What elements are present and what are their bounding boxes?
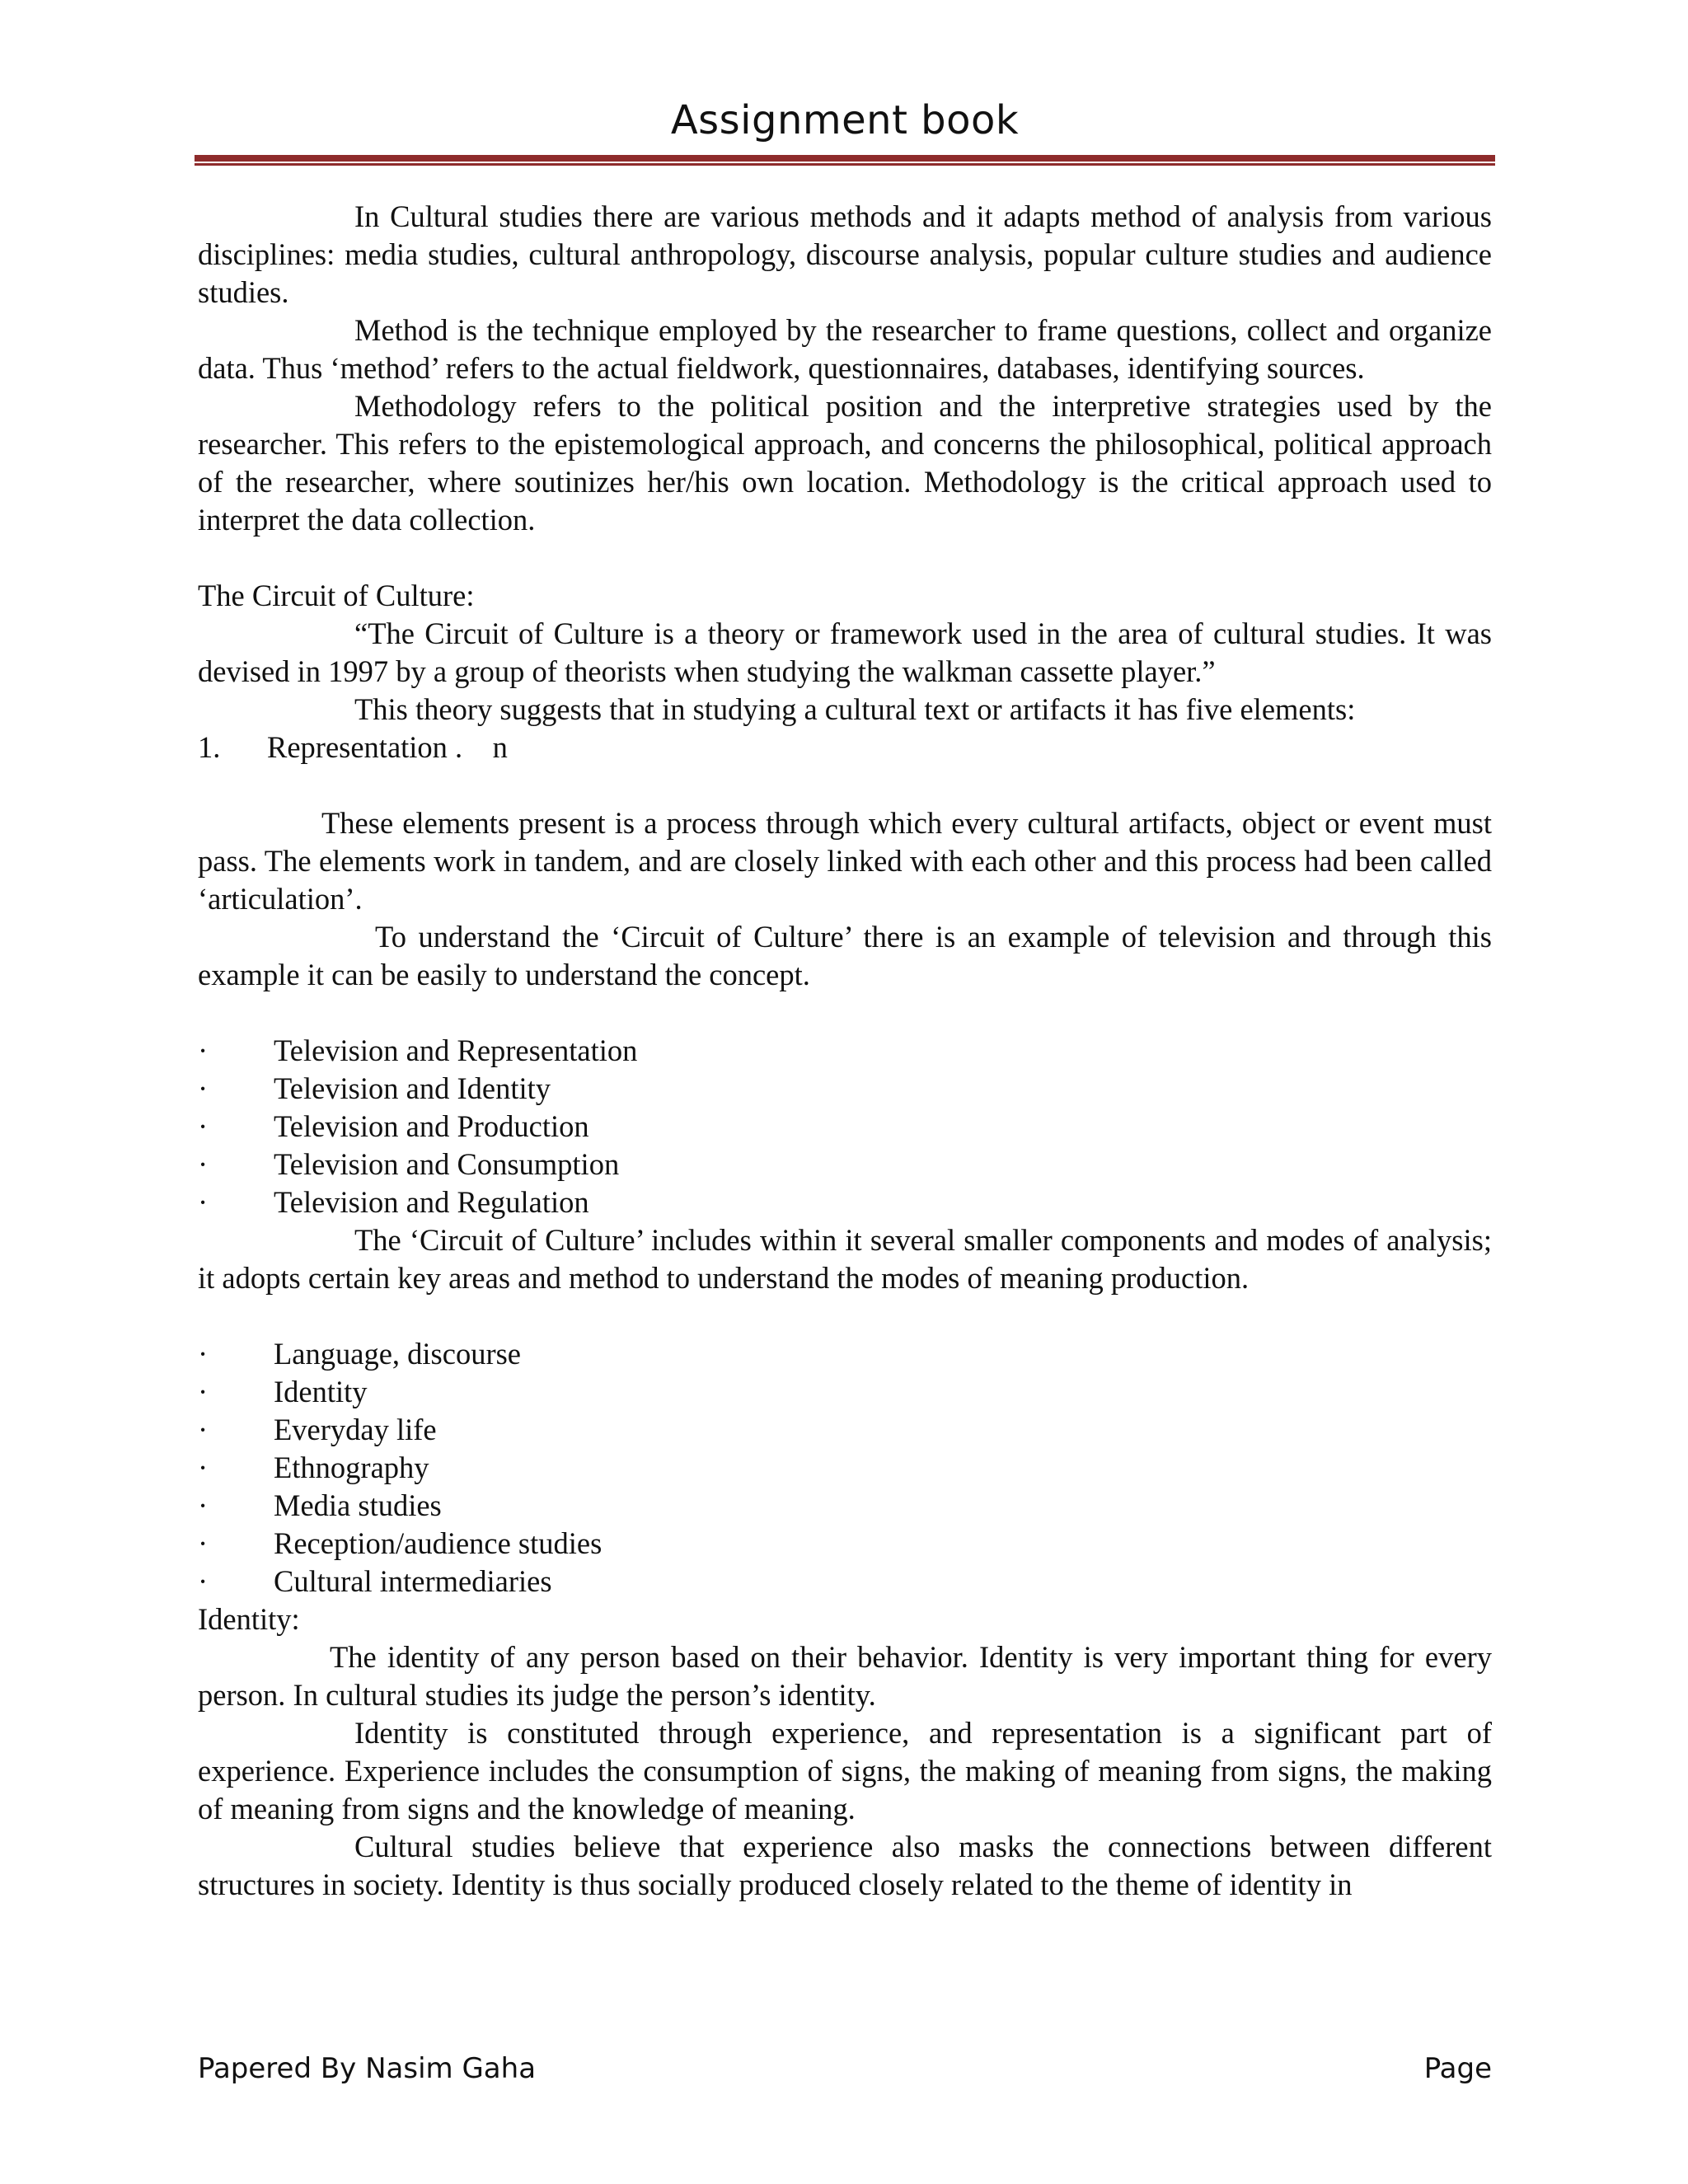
paragraph-five-elements: This theory suggests that in studying a cultural text or artifacts it has five elements:: [354, 692, 1356, 726]
bullet-icon: ·: [198, 1147, 209, 1181]
header-rule-thin: [195, 163, 1495, 166]
list-item: [198, 1449, 1492, 1487]
list-item-text: Television and Representation: [274, 1033, 638, 1067]
numbered-item-text: Representation . n: [267, 730, 508, 764]
heading-circuit-of-culture: The Circuit of Culture:: [198, 579, 475, 612]
list-item-text: Television and Consumption: [274, 1147, 620, 1181]
list-item: [198, 1183, 1492, 1221]
bullet-icon: ·: [198, 1413, 209, 1446]
list-item-text: Television and Regulation: [274, 1185, 589, 1219]
paragraph-identity-behavior: The identity of any person based on their behavior. Identity is very important thing for every person. In cultural studies its judge the person’s identity.: [198, 1640, 1492, 1712]
spacer: [198, 1297, 1492, 1335]
numbered-item-number: 1.: [198, 730, 221, 764]
paragraph-methodology: Methodology refers to the political position and the interpretive strategies used by the researcher. This refers to the epistemological approach, and concerns the philosophical, political approach of the researcher, where soutinizes her/his own location. Methodology is the critical approach used to interpret the data collection.: [198, 389, 1492, 537]
list-item: [198, 1373, 1492, 1411]
spacer: [198, 766, 1492, 804]
television-list: [198, 1032, 1492, 1221]
spacer: [198, 539, 1492, 577]
list-item: [198, 1335, 1492, 1373]
list-item: [198, 1525, 1492, 1563]
numbered-item: [198, 729, 1492, 766]
list-item: [198, 1070, 1492, 1108]
bullet-icon: ·: [198, 1526, 209, 1560]
header-rule-thick: [195, 155, 1495, 162]
bullet-icon: ·: [198, 1488, 209, 1522]
list-item: [198, 1108, 1492, 1146]
paragraph-method-definition: Method is the technique employed by the researcher to frame questions, collect and organize data. Thus ‘method’ refers to the actual fieldwork, questionnaires, databases, identifying sources.: [198, 313, 1492, 385]
heading-identity: Identity:: [198, 1602, 300, 1636]
list-item: [198, 1487, 1492, 1525]
footer-page-label: Page: [1423, 2052, 1492, 2085]
list-item-text: Television and Identity: [274, 1071, 551, 1105]
components-list: [198, 1335, 1492, 1601]
list-item-text: Everyday life: [274, 1413, 437, 1446]
paragraph-components: The ‘Circuit of Culture’ includes within it several smaller components and modes of analysis; it adopts certain key areas and method to understand the modes of meaning production.: [198, 1223, 1492, 1295]
paragraph-identity-experience: Identity is constituted through experience, and representation is a significant part of experience. Experience includes the consumption of signs, the making of meaning from signs, the making of meaning from signs and the knowledge of meaning.: [198, 1716, 1492, 1825]
paragraph-circuit-quote: “The Circuit of Culture is a theory or framework used in the area of cultural studies. It was devised in 1997 by a group of theorists when studying the walkman cassette player.”: [198, 616, 1492, 688]
list-item-text: Reception/audience studies: [274, 1526, 603, 1560]
list-item: [198, 1411, 1492, 1449]
paragraph-television-example: To understand the ‘Circuit of Culture’ there is an example of television and through this example it can be easily to understand the concept.: [198, 920, 1492, 991]
footer-author: Papered By Nasim Gaha: [198, 2052, 537, 2085]
list-item-text: Cultural intermediaries: [274, 1564, 552, 1598]
paragraph-articulation: These elements present is a process through which every cultural artifacts, object or event must pass. The elements work in tandem, and are closely linked with each other and this process had been called ‘articulation’.: [198, 806, 1492, 916]
list-item-text: Media studies: [274, 1488, 442, 1522]
bullet-icon: ·: [198, 1451, 209, 1484]
paragraph-identity-structures: Cultural studies believe that experience also masks the connections between different structures in society. Identity is thus socially produced closely related to the theme of identity in: [198, 1830, 1492, 1901]
bullet-icon: ·: [198, 1337, 209, 1371]
list-item-text: Identity: [274, 1375, 368, 1408]
bullet-icon: ·: [198, 1109, 209, 1143]
list-item: [198, 1146, 1492, 1183]
paragraph-methods: In Cultural studies there are various methods and it adapts method of analysis from various disciplines: media studies, cultural anthropology, discourse analysis, popular culture studies and audience studies.: [198, 199, 1492, 309]
page-header-title: Assignment book: [670, 97, 1020, 143]
list-item-text: Ethnography: [274, 1451, 429, 1484]
list-item-text: Television and Production: [274, 1109, 589, 1143]
document-body: [198, 198, 1492, 1904]
bullet-icon: ·: [198, 1375, 209, 1408]
list-item: [198, 1032, 1492, 1070]
spacer: [198, 994, 1492, 1032]
list-item: [198, 1563, 1492, 1601]
list-item-text: Language, discourse: [274, 1337, 522, 1371]
bullet-icon: ·: [198, 1033, 209, 1067]
bullet-icon: ·: [198, 1071, 209, 1105]
bullet-icon: ·: [198, 1185, 209, 1219]
bullet-icon: ·: [198, 1564, 209, 1598]
